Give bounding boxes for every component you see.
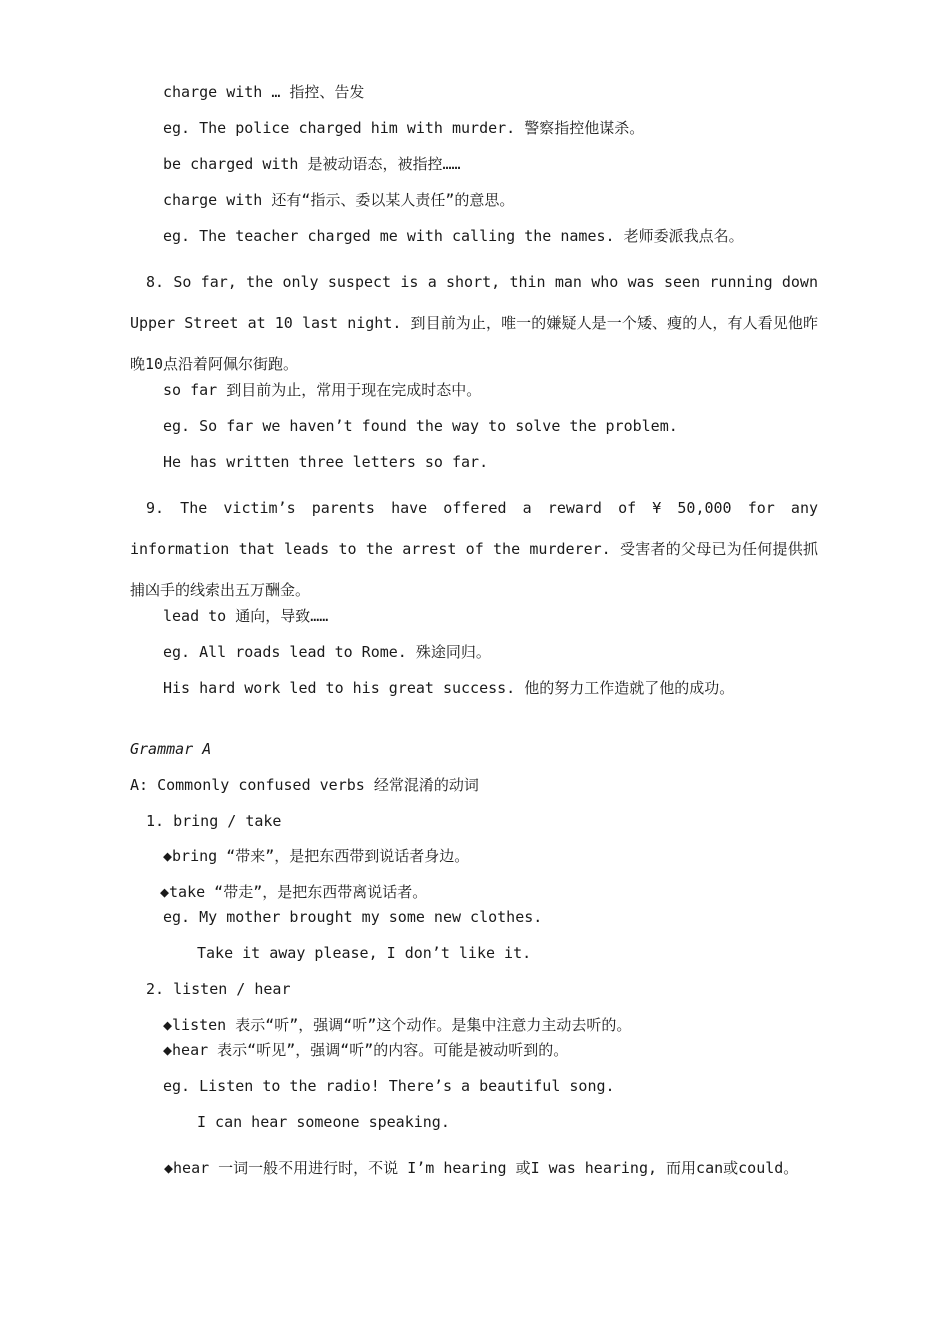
section-a-heading: A: Commonly confused verbs 经常混淆的动词 bbox=[130, 776, 479, 794]
example-bring: eg. My mother brought my some new clothes. bbox=[163, 908, 543, 926]
note-hear-tense: ◆hear 一词一般不用进行时，不说 I’m hearing 或I was hearing, 而用can或could。 bbox=[164, 1159, 799, 1177]
phrase-lead-to: lead to 通向，导致…… bbox=[163, 607, 329, 625]
subheading-listen-hear: 2. listen / hear bbox=[146, 980, 291, 998]
grammar-heading: Grammar A bbox=[130, 740, 212, 758]
example-teacher-charged: eg. The teacher charged me with calling the names. 老师委派我点名。 bbox=[163, 227, 744, 245]
definition-bring: ◆bring “带来”，是把东西带到说话者身边。 bbox=[163, 847, 470, 865]
example-so-far-1: eg. So far we haven’t found the way to solve the problem. bbox=[163, 417, 678, 435]
phrase-charge-with: charge with … 指控、告发 bbox=[163, 83, 365, 101]
example-lead-to-1: eg. All roads lead to Rome. 殊途同归。 bbox=[163, 643, 491, 661]
example-so-far-2: He has written three letters so far. bbox=[163, 453, 489, 471]
example-listen: eg. Listen to the radio! There’s a beautiful song. bbox=[163, 1077, 615, 1095]
example-police-charged: eg. The police charged him with murder. 警察指控他谋杀。 bbox=[163, 119, 645, 137]
subheading-bring-take: 1. bring / take bbox=[146, 812, 282, 830]
definition-hear: ◆hear 表示“听见”，强调“听”的内容。可能是被动听到的。 bbox=[163, 1041, 569, 1059]
example-lead-to-2: His hard work led to his great success. 他的努力工作造就了他的成功。 bbox=[163, 679, 735, 697]
sentence-item-8: 8. So far, the only suspect is a short, thin man who was seen running down Upper Street at 10 last night. 到目前为止，唯一的嫌疑人是一个矮、瘦的人，有人看见他昨晚10点沿着阿佩尔街跑。 bbox=[130, 273, 818, 373]
phrase-charge-with-meaning: charge with 还有“指示、委以某人责任”的意思。 bbox=[163, 191, 515, 209]
example-take: Take it away please, I don’t like it. bbox=[197, 944, 532, 962]
definition-take: ◆take “带走”，是把东西带离说话者。 bbox=[160, 883, 428, 901]
sentence-item-9: 9. The victim’s parents have offered a reward of ¥ 50,000 for any information that leads to the arrest of the murderer. 受害者的父母已为任何提供抓捕凶手的线索出五万酬金。 bbox=[130, 499, 818, 599]
definition-listen: ◆listen 表示“听”，强调“听”这个动作。是集中注意力主动去听的。 bbox=[163, 1016, 632, 1034]
phrase-so-far: so far 到目前为止，常用于现在完成时态中。 bbox=[163, 381, 482, 399]
phrase-be-charged-with: be charged with 是被动语态，被指控…… bbox=[163, 155, 461, 173]
example-hear: I can hear someone speaking. bbox=[197, 1113, 450, 1131]
